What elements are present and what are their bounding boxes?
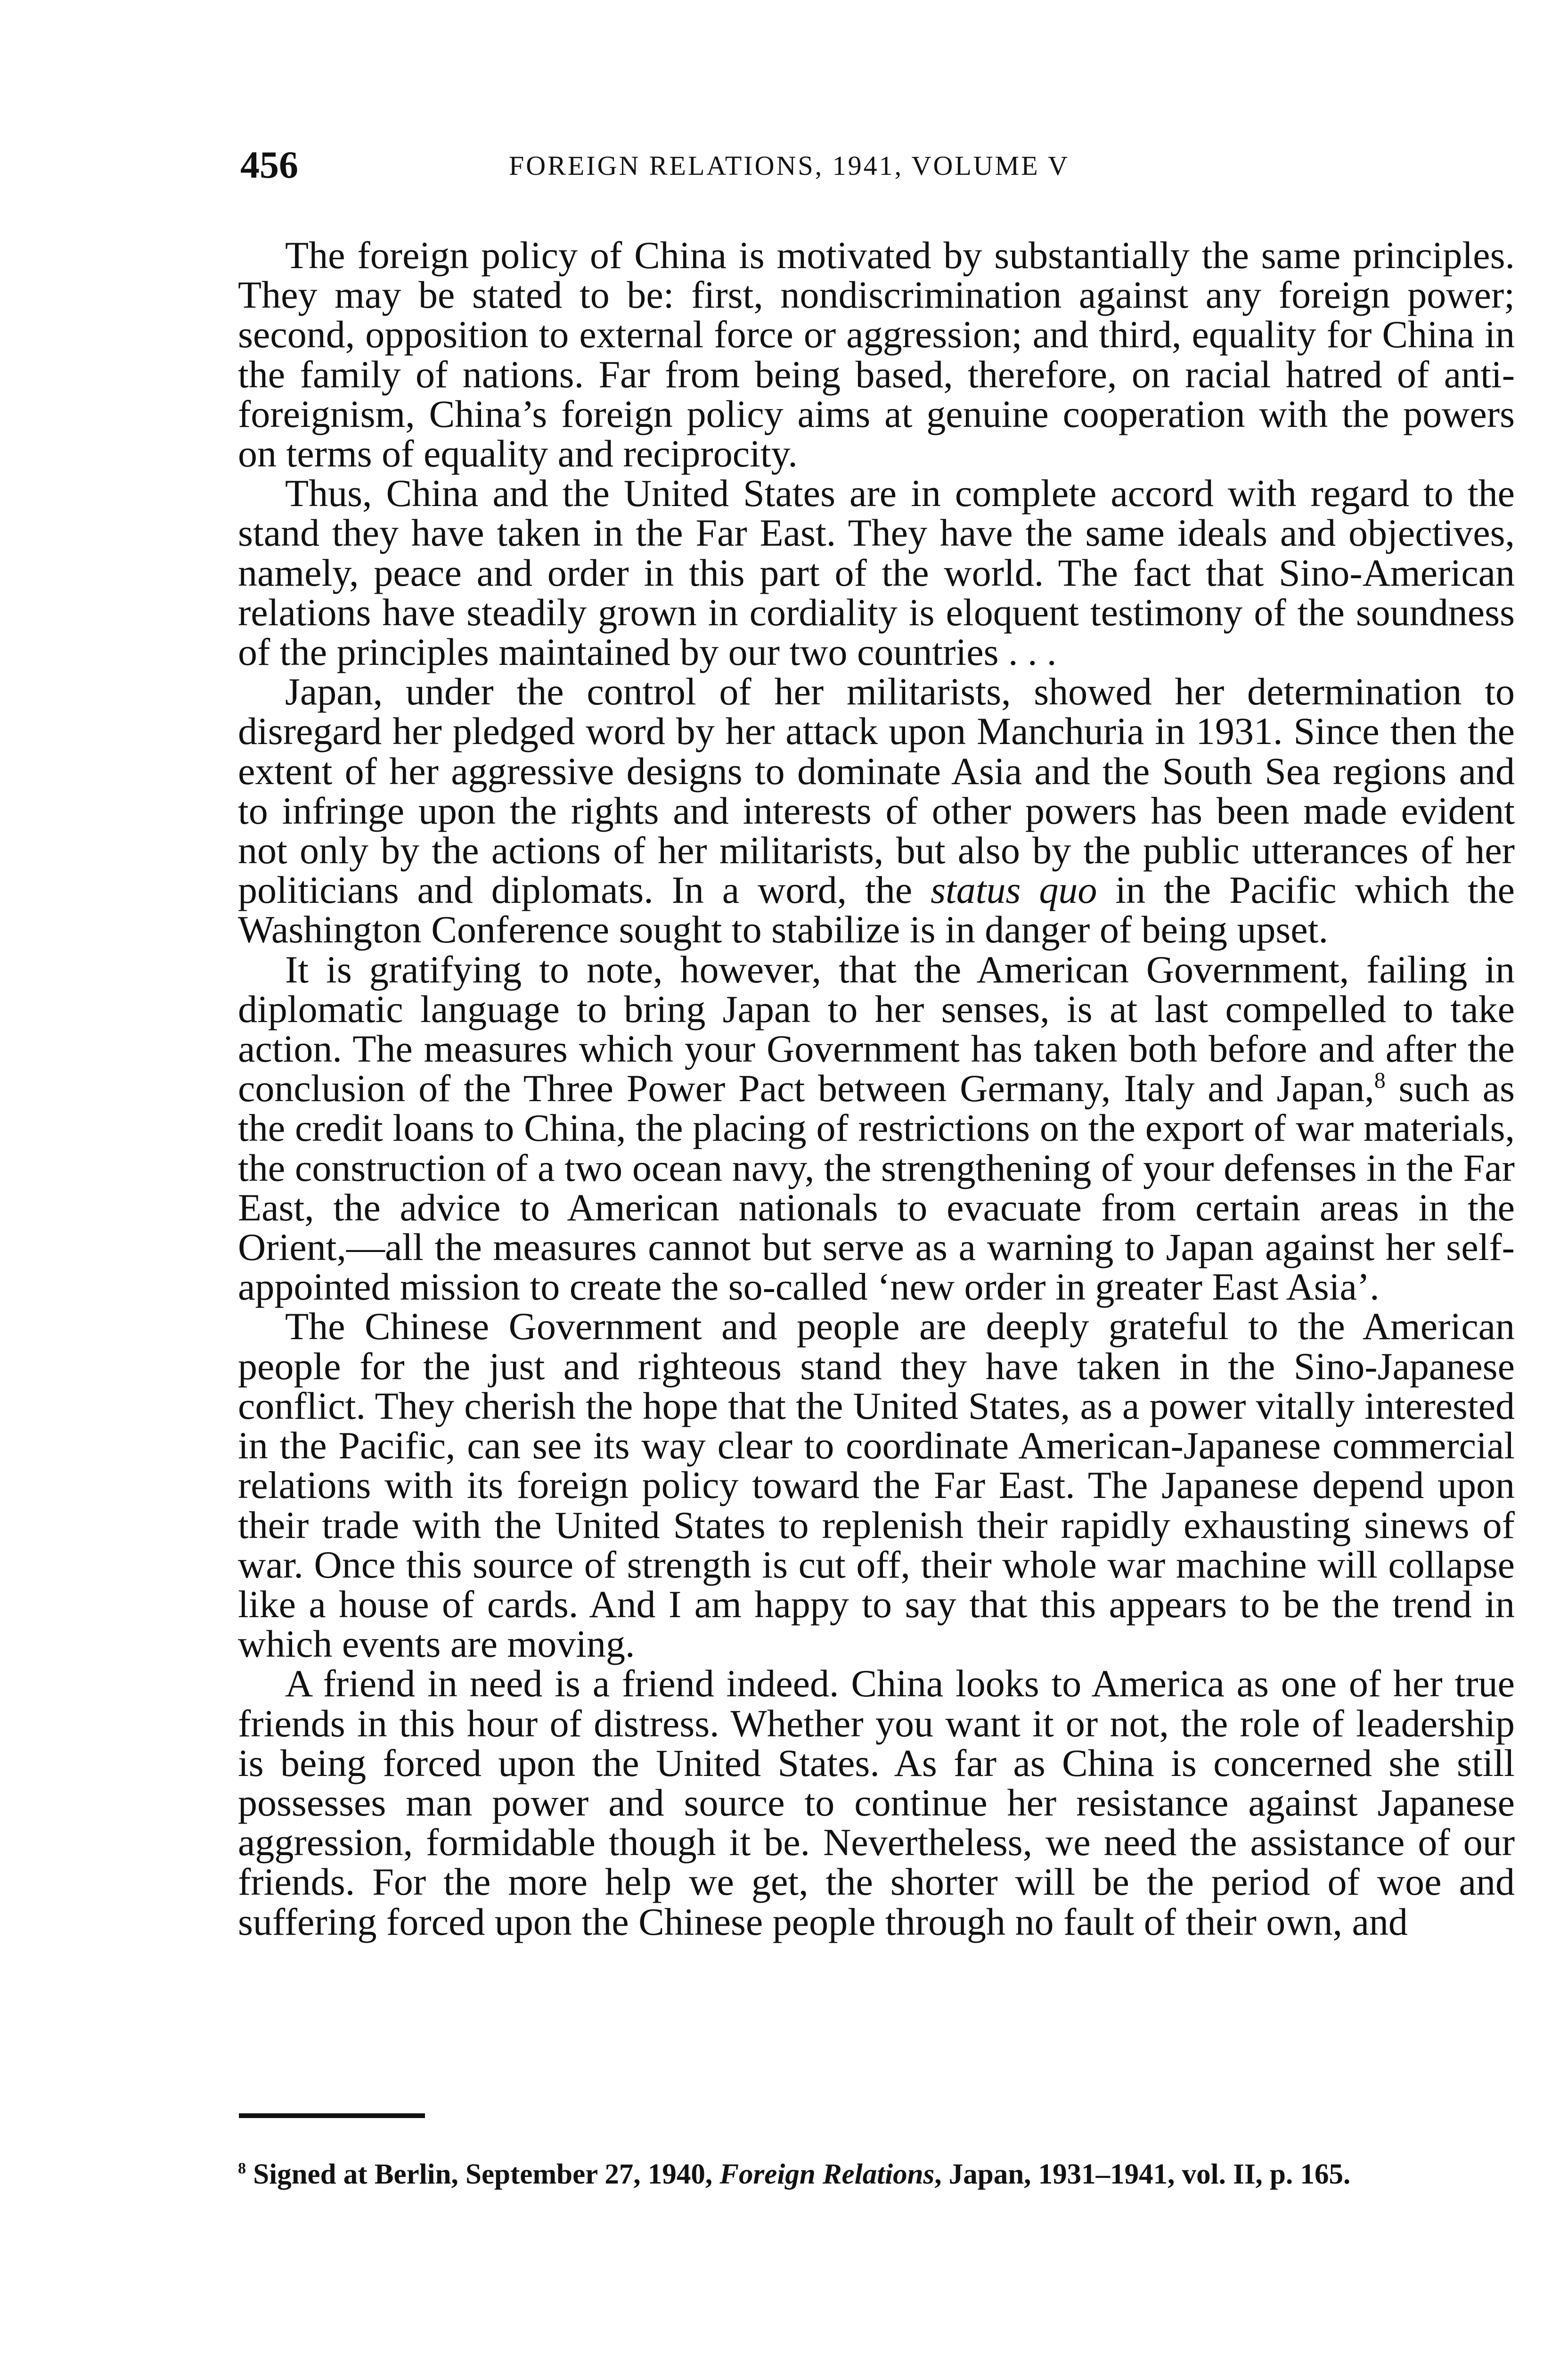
paragraph-text: Japan, under the control of her militarists, showed her determination to disregard her pledged word by her attack upon Manchuria in 1931. Since then the extent of her aggressive designs to dominate Asia and the South Sea regions and to infringe upon the rights and interests of other powers has been made evident not only by the actions of her militarists, but also by the public utterances of her politicians and diplomats. In a word, the: [238, 670, 1515, 912]
footnote-marker: 8: [238, 2160, 246, 2177]
body-paragraph: Thus, China and the United States are in complete accord with regard to the stand they have taken in the Far East. They have the same ideals and objectives, namely, peace and order in this part of the world. The fact that Sino-American relations have steadily grown in cordiality is eloquent testimony of the soundness of the principles maintained by our two countries . . .: [238, 472, 1515, 674]
body-paragraph: [238, 672, 1515, 949]
footnote-title: Foreign Relations: [719, 2159, 935, 2190]
document-body: [238, 236, 1515, 1942]
footnote-text: , Japan, 1931–1941, vol. II, p. 165.: [934, 2159, 1351, 2190]
page-header: [240, 141, 1512, 193]
paragraph-text: such as the credit loans to China, the placing of restrictions on the export of war materials, the construction of a two ocean navy, the strengthening of your defenses in the Far East, the advice to American nationals to evacuate from certain areas in the Orient,—all the measures cannot but serve as a warning to Japan against her self-appointed mission to create the so-called ‘new order in greater East Asia’.: [238, 1067, 1515, 1309]
body-paragraph: [238, 950, 1515, 1307]
running-head: FOREIGN RELATIONS, 1941, VOLUME V: [509, 150, 1070, 181]
footnote: [238, 2157, 1515, 2192]
body-paragraph: The Chinese Government and people are deeply grateful to the American people for the just and righteous stand they have taken in the Sino-Japanese conflict. They cherish the hope that the United States, as a power vitally interested in the Pacific, can see its way clear to coordinate American-Japanese commercial relations with its foreign policy toward the Far East. The Japanese depend upon their trade with the United States to replenish their rapidly exhausting sinews of war. Once this source of strength is cut off, their whole war machine will collapse like a house of cards. And I am happy to say that this appears to be the trend in which events are moving.: [238, 1305, 1515, 1666]
body-paragraph: A friend in need is a friend indeed. China looks to America as one of her true friends in this hour of distress. Whether you want it or not, the role of leadership is being forced upon the United States. As far as China is concerned she still possesses man power and source to continue her resistance against Japanese aggression, formidable though it be. Nevertheless, we need the assistance of our friends. For the more help we get, the shorter will be the period of woe and suffering forced upon the Chinese people through no fault of their own, and: [238, 1662, 1515, 1943]
paragraph-text: It is gratifying to note, however, that the American Government, failing in diplomatic language to bring Japan to her senses, is at last compelled to take action. The measures which your Government has taken both before and after the conclusion of the Three Power Pact between Germany, Italy and Japan,: [238, 948, 1515, 1110]
footnote-rule: [239, 2113, 425, 2118]
footnote-reference: 8: [1374, 1068, 1386, 1093]
body-paragraph: The foreign policy of China is motivated by substantially the same principles. They may be stated to be: first, nondiscrimination against any foreign power; second, opposition to external force or aggression; and third, equality for China in the family of nations. Far from being based, therefore, on racial hatred of anti-foreignism, China’s foreign policy aims at genuine cooperation with the powers on terms of equality and reciprocity.: [238, 234, 1515, 475]
footnote-text: Signed at Berlin, September 27, 1940,: [246, 2159, 720, 2190]
page-number: 456: [240, 143, 298, 186]
status-quo-emphasis: status quo: [931, 868, 1097, 912]
paragraph-text: in the Pacific which the Washington Conference sought to stabilize is in danger of being upset.: [238, 868, 1515, 951]
